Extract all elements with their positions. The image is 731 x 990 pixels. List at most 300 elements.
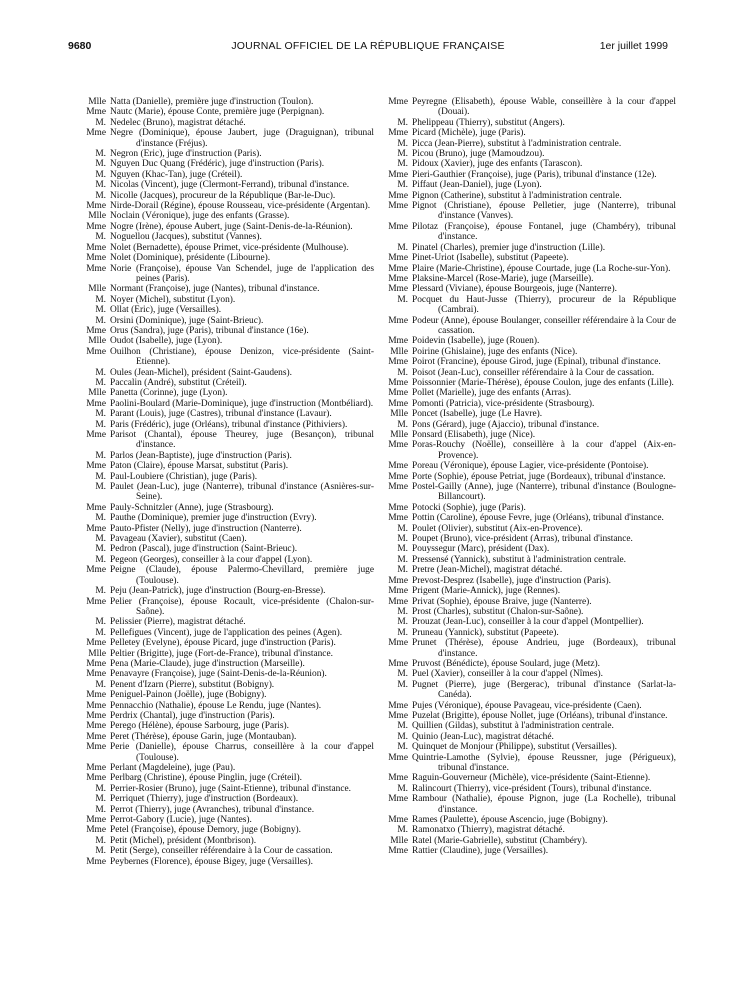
list-item (84, 461, 374, 471)
list-item (386, 524, 676, 534)
entry-text: Perlant (Magdeleine), juge (Pau). (110, 763, 236, 773)
honorific: M. (397, 242, 408, 253)
entry-text: Peju (Jean-Patrick), juge d'instruction (Bourg-en-Bresse). (110, 586, 326, 597)
page-number: 9680 (68, 40, 92, 52)
entry-text: Peyregne (Elisabeth), épouse Wable, conseillère à la cour d'appel (Douai). (412, 97, 676, 118)
honorific: M. (95, 554, 106, 565)
entry-text: Nguyen Duc Quang (Frédéric), juge d'instruction (Paris). (110, 159, 325, 170)
honorific: M. (95, 846, 106, 857)
honorific: M. (397, 721, 408, 732)
list-item (84, 825, 374, 835)
list-item (386, 815, 676, 825)
honorific: Mlle (390, 430, 408, 440)
entry-text: Nogre (Irène), épouse Aubert, juge (Saint-Denis-de-la-Réunion). (110, 221, 353, 232)
entry-text: Normant (Françoise), juge (Nantes), tribunal d'instance. (110, 284, 320, 295)
list-item (386, 503, 676, 513)
entry-text: Pieri-Gauthier (Françoise), juge (Paris), tribunal d'instance (12e). (412, 169, 657, 180)
honorific: Mme (388, 575, 408, 586)
honorific: Mme (388, 169, 408, 180)
honorific: Mlle (88, 284, 106, 295)
entry-text: Paolini-Boulard (Marie-Dominique), juge d'instruction (Montbéliard). (110, 398, 374, 409)
honorific: M. (95, 544, 106, 555)
list-item (386, 264, 676, 274)
entry-text: Pedron (Pascal), juge d'instruction (Saint-Brieuc). (110, 544, 298, 555)
honorific: Mme (388, 773, 408, 784)
entry-text: Picou (Bruno), juge (Mamoudzou). (412, 149, 545, 160)
honorific: M. (95, 513, 106, 524)
entry-text: Ouilhon (Christiane), épouse Denizon, vice-présidente (Saint-Etienne). (110, 346, 374, 368)
honorific: M. (95, 117, 106, 128)
honorific: Mme (388, 815, 408, 826)
list-item (386, 607, 676, 617)
entry-text: Prouzat (Jean-Luc), conseiller à la cour d'appel (Montpellier). (412, 617, 644, 628)
honorific: Mme (86, 398, 106, 409)
entry-text: Paris (Frédéric), juge (Orléans), tribunal d'instance (Pithiviers). (110, 419, 348, 430)
entry-text: Prigent (Marie-Annick), juge (Rennes). (412, 586, 561, 597)
entry-text: Quinquet de Monjour (Philippe), substitut (Versailles). (412, 742, 617, 753)
list-item (386, 274, 676, 284)
entry-text: Pignon (Catherine), substitut à l'administration centrale. (412, 190, 622, 201)
honorific: M. (397, 523, 408, 534)
entry-text: Nirde-Dorail (Régine), épouse Rousseau, vice-présidente (Argentan). (110, 201, 371, 212)
list-item (84, 211, 374, 221)
entry-text: Pelier (Françoise), épouse Rocault, vice-présidente (Chalon-sur-Saône). (110, 596, 374, 617)
entry-text: Parlos (Jean-Baptiste), juge d'instruction (Paris). (110, 450, 292, 461)
honorific: M. (397, 534, 408, 545)
entry-text: Perdrix (Chantal), juge d'instruction (Paris). (110, 710, 275, 721)
list-item (386, 669, 676, 679)
list-item (386, 721, 676, 731)
entry-text: Pilotaz (Françoise), épouse Fontanel, juge (Chambéry), tribunal d'instance. (412, 221, 676, 243)
list-item (386, 316, 676, 337)
list-item (386, 222, 676, 243)
list-item (84, 118, 374, 128)
entry-text: Quintrie-Lamothe (Sylvie), épouse Reussner, juge (Périgueux), tribunal d'instance. (412, 752, 676, 773)
honorific: M. (95, 305, 106, 316)
honorific: Mme (86, 773, 106, 784)
list-item (84, 680, 374, 690)
honorific: Mme (388, 794, 408, 805)
list-item (386, 534, 676, 544)
honorific: Mme (388, 752, 408, 763)
honorific: Mme (388, 97, 408, 107)
entry-text: Puzelat (Brigitte), épouse Nollet, juge (Orléans), tribunal d'instance. (412, 710, 668, 721)
honorific: Mlle (88, 97, 106, 107)
list-item (386, 680, 676, 701)
list-item (386, 378, 676, 388)
list-item (386, 461, 676, 471)
honorific: Mme (388, 658, 408, 669)
list-item (84, 170, 374, 180)
honorific: Mme (388, 700, 408, 711)
list-item (84, 180, 374, 190)
entry-text: Penent d'Izarn (Pierre), substitut (Bobigny). (110, 679, 275, 690)
honorific: M. (95, 471, 106, 482)
list-item (84, 524, 374, 534)
list-item (386, 191, 676, 201)
list-item (84, 336, 374, 346)
entry-text: Picard (Michèle), juge (Paris). (412, 128, 526, 139)
honorific: Mme (86, 253, 106, 264)
honorific: M. (95, 232, 106, 243)
entry-text: Noclain (Véronique), juge des enfants (Grasse). (110, 211, 290, 222)
honorific: Mme (86, 596, 106, 607)
honorific: M. (95, 835, 106, 846)
issue-date: 1er juillet 1999 (599, 40, 668, 52)
honorific: Mme (388, 377, 408, 388)
list-item (84, 701, 374, 711)
entry-text: Pegeon (Georges), conseiller à la cour d'appel (Lyon). (110, 554, 313, 565)
honorific: Mme (388, 273, 408, 284)
entry-text: Prost (Charles), substitut (Chalon-sur-Saône). (412, 606, 584, 617)
list-item (84, 409, 374, 419)
list-item (386, 128, 676, 138)
entry-text: Poras-Rouchy (Noëlle), conseillère à la cour d'appel (Aix-en-Provence). (412, 440, 676, 461)
list-item (386, 472, 676, 482)
honorific: M. (95, 169, 106, 180)
entry-text: Parisot (Chantal), épouse Theurey, juge (Besançon), tribunal d'instance. (110, 430, 374, 451)
list-item (84, 659, 374, 669)
entry-text: Poirine (Ghislaine), juge des enfants (Nice). (412, 346, 578, 357)
honorific: Mme (86, 128, 106, 139)
entry-text: Pomonti (Patricia), vice-présidente (Strasbourg). (412, 398, 595, 409)
honorific: Mme (388, 638, 408, 649)
entry-text: Rattier (Claudine), juge (Versailles). (412, 846, 549, 857)
entry-text: Ratel (Marie-Gabrielle), substitut (Chambéry). (412, 835, 588, 846)
honorific: Mlle (390, 835, 408, 846)
honorific: M. (397, 544, 408, 555)
entry-text: Norie (Françoise), épouse Van Schendel, juge de l'application des peines (Paris). (110, 263, 374, 284)
right-column (386, 97, 676, 857)
entry-text: Ramonatxo (Thierry), magistrat détaché. (412, 825, 565, 836)
list-item (84, 482, 374, 503)
honorific: Mme (86, 325, 106, 336)
list-item (84, 472, 374, 482)
honorific: Mme (388, 190, 408, 201)
list-item (84, 857, 374, 867)
list-item (386, 139, 676, 149)
entry-text: Peigne (Claude), épouse Palermo-Chevillard, première juge (Toulouse). (110, 565, 374, 586)
list-item (386, 659, 676, 669)
honorific: Mlle (88, 388, 106, 399)
list-item (84, 555, 374, 565)
list-item (84, 544, 374, 554)
honorific: M. (95, 804, 106, 815)
list-item (84, 368, 374, 378)
honorific: M. (397, 731, 408, 742)
entry-text: Poreau (Véronique), épouse Lagier, vice-présidente (Pontoise). (412, 461, 649, 472)
entry-text: Perrot (Thierry), juge (Avranches), tribunal d'instance. (110, 804, 315, 815)
honorific: M. (95, 617, 106, 628)
list-item (386, 576, 676, 586)
honorific: M. (397, 627, 408, 638)
honorific: M. (95, 190, 106, 201)
entry-text: Poupet (Bruno), vice-président (Arras), tribunal d'instance. (412, 534, 633, 545)
honorific: Mme (388, 471, 408, 482)
honorific: M. (95, 783, 106, 794)
honorific: M. (95, 294, 106, 305)
entry-text: Nolet (Bernadette), épouse Primet, vice-présidente (Mulhouse). (110, 242, 349, 253)
honorific: Mme (86, 638, 106, 649)
entry-text: Plessard (Viviane), épouse Bourgeois, juge (Nanterre). (412, 284, 617, 295)
entry-text: Phelippeau (Thierry), substitut (Angers). (412, 117, 565, 128)
honorific: M. (397, 825, 408, 836)
honorific: Mme (388, 440, 408, 451)
list-item (84, 159, 374, 169)
list-item (386, 565, 676, 575)
entry-text: Pauto-Pfister (Nelly), juge d'instruction (Nanterre). (110, 523, 302, 534)
entry-text: Orsini (Dominique), juge (Saint-Brieuc). (110, 315, 264, 326)
list-item (386, 544, 676, 554)
entry-text: Nicolas (Vincent), juge (Clermont-Ferrand), tribunal d'instance. (110, 180, 350, 191)
list-item (386, 409, 676, 419)
entry-text: Pollet (Marielle), juge des enfants (Arras). (412, 388, 572, 399)
honorific: M. (95, 409, 106, 420)
list-item (386, 597, 676, 607)
list-item (84, 836, 374, 846)
entry-text: Pretre (Jean-Michel), magistrat détaché. (412, 565, 563, 576)
honorific: M. (397, 294, 408, 305)
list-item (386, 170, 676, 180)
page-header (68, 40, 668, 56)
list-item (386, 586, 676, 596)
entry-text: Pinet-Uriot (Isabelle), substitut (Papeete). (412, 253, 569, 264)
entry-text: Peltier (Brigitte), juge (Fort-de-France), tribunal d'instance. (110, 648, 333, 659)
honorific: M. (397, 117, 408, 128)
list-item (386, 482, 676, 503)
entry-text: Pruneau (Yannick), substitut (Papeete). (412, 627, 559, 638)
list-item (84, 201, 374, 211)
list-item (84, 316, 374, 326)
honorific: M. (95, 679, 106, 690)
honorific: Mme (388, 315, 408, 326)
list-item (84, 773, 374, 783)
list-item (386, 773, 676, 783)
journal-title: JOURNAL OFFICIEL DE LA RÉPUBLIQUE FRANÇAISE (231, 40, 505, 52)
honorific: M. (397, 669, 408, 680)
honorific: Mme (388, 388, 408, 399)
honorific: Mme (86, 669, 106, 680)
list-item (84, 128, 374, 149)
list-item (386, 284, 676, 294)
list-item (386, 742, 676, 752)
honorific: Mme (388, 336, 408, 347)
list-item (386, 388, 676, 398)
entry-text: Oules (Jean-Michel), président (Saint-Gaudens). (110, 367, 292, 378)
entry-text: Petit (Serge), conseiller référendaire à la Cour de cassation. (110, 846, 333, 857)
entry-text: Penavayre (Françoise), juge (Saint-Denis-de-la-Réunion). (110, 669, 327, 680)
list-item (84, 784, 374, 794)
entry-text: Privat (Sophie), épouse Braive, juge (Nanterre). (412, 596, 592, 607)
list-item (84, 649, 374, 659)
honorific: Mme (86, 690, 106, 701)
honorific: M. (95, 586, 106, 597)
list-item (84, 669, 374, 679)
entry-text: Perriquet (Thierry), juge d'instruction (Bordeaux). (110, 794, 299, 805)
entry-text: Pottin (Caroline), épouse Fevre, juge (Orléans), tribunal d'instance. (412, 513, 664, 524)
honorific: M. (95, 419, 106, 430)
honorific: M. (397, 138, 408, 149)
honorific: M. (95, 159, 106, 170)
honorific: Mme (86, 523, 106, 534)
honorific: M. (95, 367, 106, 378)
honorific: Mme (86, 221, 106, 232)
honorific: Mme (388, 596, 408, 607)
list-item (84, 399, 374, 409)
list-item (386, 368, 676, 378)
honorific: Mme (388, 221, 408, 232)
honorific: M. (397, 419, 408, 430)
entry-text: Perie (Danielle), épouse Charrus, conseillère à la cour d'appel (Toulouse). (110, 742, 374, 763)
list-item (386, 701, 676, 711)
honorific: Mme (388, 253, 408, 264)
list-item (386, 836, 676, 846)
entry-text: Pellefigues (Vincent), juge de l'application des peines (Agen). (110, 627, 343, 638)
list-item (386, 628, 676, 638)
list-item (386, 555, 676, 565)
entry-text: Rambour (Nathalie), épouse Pignon, juge (La Rochelle), tribunal d'instance. (412, 794, 676, 815)
list-item (84, 565, 374, 586)
list-item (84, 846, 374, 856)
entry-text: Noguellou (Jacques), substitut (Vannes). (110, 232, 262, 243)
entry-text: Pauthe (Dominique), premier juge d'instruction (Evry). (110, 513, 317, 524)
list-item (386, 513, 676, 523)
entry-text: Peniguel-Painon (Joëlle), juge (Bobigny). (110, 690, 267, 701)
list-item (84, 149, 374, 159)
entry-text: Pouyssegur (Marc), président (Dax). (412, 544, 550, 555)
honorific: Mme (388, 263, 408, 274)
list-item (84, 347, 374, 368)
list-item (84, 97, 374, 107)
honorific: M. (95, 149, 106, 160)
entry-text: Paul-Loubiere (Christian), juge (Paris). (110, 471, 258, 482)
honorific: M. (397, 367, 408, 378)
entry-text: Pinatel (Charles), premier juge d'instruction (Lille). (412, 242, 606, 253)
honorific: Mlle (390, 346, 408, 357)
honorific: Mme (86, 346, 106, 357)
honorific: Mme (388, 710, 408, 721)
list-item (386, 253, 676, 263)
list-item (386, 97, 676, 118)
honorific: Mme (86, 658, 106, 669)
entry-text: Nolet (Dominique), présidente (Libourne). (110, 253, 271, 264)
list-item (386, 825, 676, 835)
honorific: Mme (86, 242, 106, 253)
list-item (84, 503, 374, 513)
list-item (84, 534, 374, 544)
honorific: Mme (388, 461, 408, 472)
honorific: Mme (388, 128, 408, 139)
honorific: M. (397, 565, 408, 576)
entry-text: Pavageau (Xavier), substitut (Caen). (110, 534, 247, 545)
list-item (84, 388, 374, 398)
list-item (84, 378, 374, 388)
entry-text: Natta (Danielle), première juge d'instruction (Toulon). (110, 97, 314, 107)
honorific: Mlle (88, 211, 106, 222)
list-item (386, 846, 676, 856)
honorific: Mme (388, 586, 408, 597)
honorific: M. (95, 450, 106, 461)
entry-text: Pugnet (Pierre), juge (Bergerac), tribunal d'instance (Sarlat-la-Canéda). (412, 679, 676, 701)
entry-text: Paulet (Jean-Luc), juge (Nanterre), tribunal d'instance (Asnières-sur-Seine). (110, 482, 374, 503)
entry-text: Ralincourt (Thierry), vice-président (Tours), tribunal d'instance. (412, 783, 652, 794)
honorific: M. (397, 149, 408, 160)
entry-text: Peret (Thérèse), épouse Garin, juge (Montauban). (110, 731, 297, 742)
honorific: Mme (86, 461, 106, 472)
entry-text: Puel (Xavier), conseiller à la cour d'appel (Nîmes). (412, 669, 603, 680)
entry-text: Plaksine-Marcel (Rose-Marie), juge (Marseille). (412, 273, 594, 284)
entry-text: Paccalin (André), substitut (Créteil). (110, 377, 247, 388)
entry-text: Negron (Eric), juge d'instruction (Paris). (110, 149, 262, 160)
entry-text: Orus (Sandra), juge (Paris), tribunal d'instance (16e). (110, 325, 309, 336)
entry-text: Parant (Louis), juge (Castres), tribunal d'instance (Lavaur). (110, 409, 332, 420)
entry-text: Poirot (Francine), épouse Girod, juge (Epinal), tribunal d'instance. (412, 357, 661, 368)
entry-text: Poulet (Olivier), substitut (Aix-en-Provence). (412, 523, 583, 534)
entry-text: Nedelec (Bruno), magistrat détaché. (110, 117, 246, 128)
list-item (84, 420, 374, 430)
entry-text: Nguyen (Khac-Tan), juge (Créteil). (110, 169, 243, 180)
list-item (84, 107, 374, 117)
entry-text: Pena (Marie-Claude), juge d'instruction (Marseille). (110, 658, 305, 669)
entry-text: Perrier-Rosier (Bruno), juge (Saint-Etienne), tribunal d'instance. (110, 783, 352, 794)
list-item (84, 430, 374, 451)
entry-text: Quillien (Gildas), substitut à l'administration centrale. (412, 721, 614, 732)
honorific: Mme (86, 263, 106, 274)
entry-text: Poisot (Jean-Luc), conseiller référendaire à la Cour de cassation. (412, 367, 655, 378)
entry-text: Petel (Françoise), épouse Demory, juge (Bobigny). (110, 825, 302, 836)
list-item (386, 243, 676, 253)
list-item (84, 597, 374, 618)
entry-text: Paton (Claire), épouse Marsat, substitut (Paris). (110, 461, 289, 472)
honorific: Mme (86, 856, 106, 867)
honorific: Mme (388, 846, 408, 857)
entry-text: Picca (Jean-Pierre), substitut à l'administration centrale. (412, 138, 622, 149)
list-item (84, 815, 374, 825)
entry-text: Panetta (Corinne), juge (Lyon). (110, 388, 228, 399)
list-item (84, 253, 374, 263)
entry-text: Potocki (Sophie), juge (Paris). (412, 502, 526, 513)
list-item (84, 326, 374, 336)
honorific: M. (95, 627, 106, 638)
honorific: M. (95, 534, 106, 545)
list-item (386, 638, 676, 659)
honorific: Mme (86, 700, 106, 711)
entry-text: Pocquet du Haut-Jusse (Thierry), procureur de la République (Cambrai). (412, 294, 676, 316)
honorific: Mme (86, 430, 106, 440)
entry-text: Rames (Paulette), épouse Ascencio, juge (Bobigny). (412, 815, 608, 826)
entry-text: Pressensé (Yannick), substitut à l'administration centrale. (412, 554, 626, 565)
honorific: Mme (388, 284, 408, 295)
entry-text: Postel-Gailly (Anne), juge (Nanterre), tribunal d'instance (Boulogne-Billancourt). (412, 482, 676, 503)
entry-text: Podeur (Anne), épouse Boulanger, conseiller référendaire à la Cour de cassation. (412, 315, 676, 336)
honorific: M. (397, 742, 408, 753)
entry-text: Pignot (Christiane), épouse Pelletier, juge (Nanterre), tribunal d'instance (Vanves). (412, 201, 676, 222)
entry-text: Nautc (Marie), épouse Conte, première juge (Perpignan). (110, 107, 325, 118)
honorific: Mme (86, 710, 106, 721)
honorific: Mme (86, 731, 106, 742)
list-item (84, 264, 374, 285)
list-item (386, 118, 676, 128)
list-item (386, 753, 676, 774)
honorific: M. (95, 180, 106, 191)
list-item (386, 440, 676, 461)
list-item (386, 180, 676, 190)
entry-text: Petit (Michel), président (Montbrison). (110, 835, 257, 846)
entry-text: Poncet (Isabelle), juge (Le Havre). (412, 409, 543, 420)
honorific: Mlle (88, 336, 106, 347)
list-item (84, 617, 374, 627)
honorific: Mme (388, 502, 408, 513)
